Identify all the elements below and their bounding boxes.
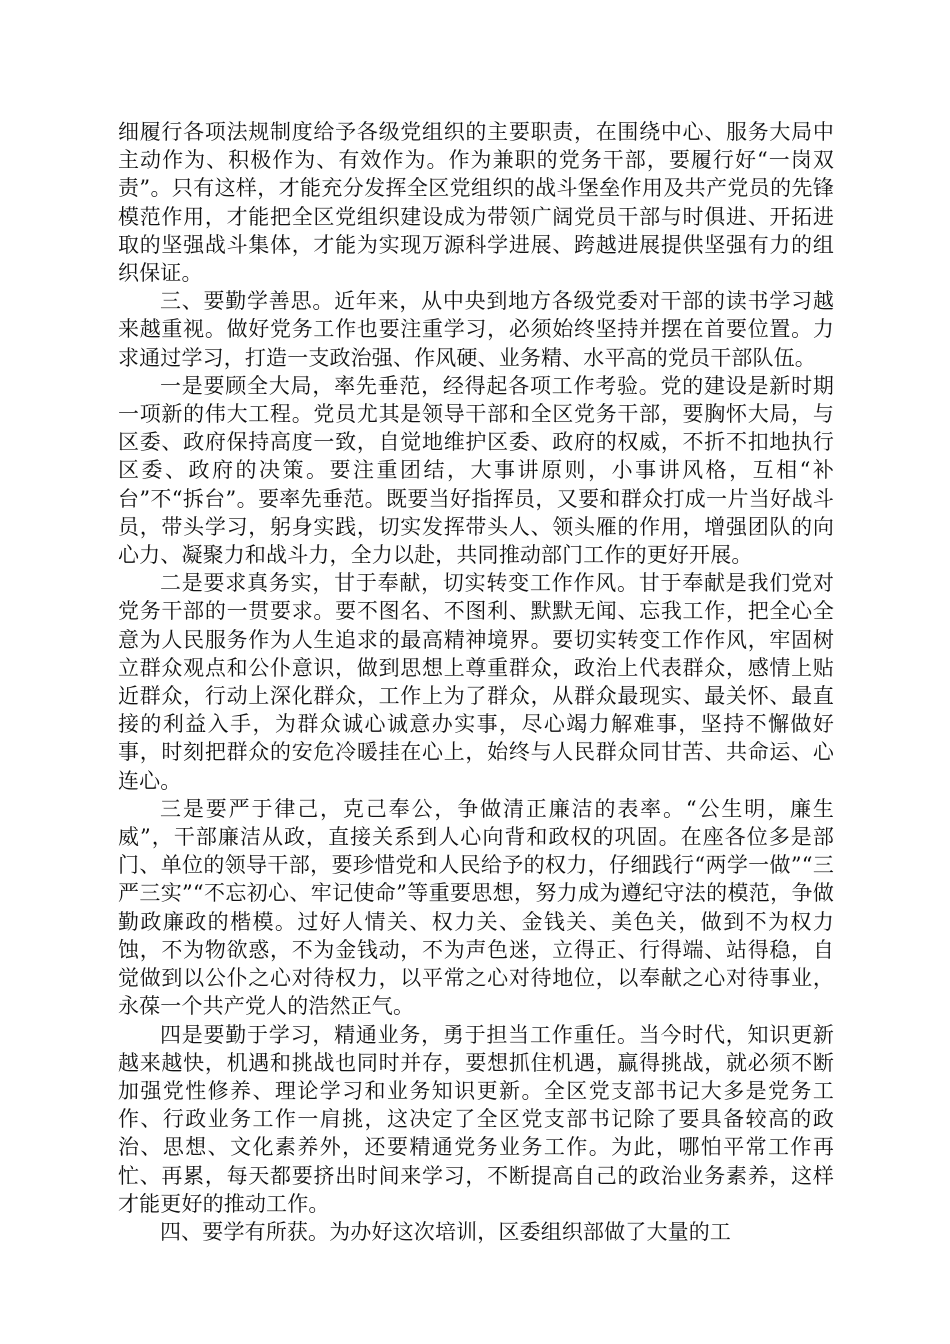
paragraph-2: 三、要勤学善思。近年来，从中央到地方各级党委对干部的读书学习越来越重视。做好党务工作也要注重学习，必须始终坚持并摆在首要位置。力求通过学习，打造一支政治强、作风硬、业务精、水平高的党员干部队伍。 — [118, 289, 834, 370]
paragraph-3: 一是要顾全大局，率先垂范，经得起各项工作考验。党的建设是新时期一项新的伟大工程。党员尤其是领导干部和全区党务干部，要胸怀大局，与区委、政府保持高度一致，自觉地维护区委、政府的权威，不折不扣地执行区委、政府的决策。要注重团结，大事讲原则，小事讲风格，互相“补台”不“拆台”。要率先垂范。既要当好指挥员，又要和群众打成一片当好战斗员，带头学习，躬身实践，切实发挥带头人、领头雁的作用，增强团队的向心力、凝聚力和战斗力，全力以赴，共同推动部门工作的更好开展。 — [118, 373, 834, 568]
document-body — [118, 118, 834, 1246]
paragraph-6: 四是要勤于学习，精通业务，勇于担当工作重任。当今时代，知识更新越来越快，机遇和挑战也同时并存，要想抓住机遇，赢得挑战，就必须不断加强党性修养、理论学习和业务知识更新。全区党支部书记大多是党务工作、行政业务工作一肩挑，这决定了全区党支部书记除了要具备较高的政治、思想、文化素养外，还要精通党务业务工作。为此，哪怕平常工作再忙、再累，每天都要挤出时间来学习，不断提高自己的政治业务素养，这样才能更好的推动工作。 — [118, 1022, 834, 1216]
paragraph-5: 三是要严于律己，克己奉公，争做清正廉洁的表率。“公生明，廉生威”，干部廉洁从政，直接关系到人心向背和政权的巩固。在座各位多是部门、单位的领导干部，要珍惜党和人民给予的权力，仔细践行“两学一做”“三严三实”“不忘初心、牢记使命”等重要思想，努力成为遵纪守法的模范，争做勤政廉政的楷模。过好人情关、权力关、金钱关、美色关，做到不为权力蚀，不为物欲惑，不为金钱动，不为声色迷，立得正、行得端、站得稳，自觉做到以公仆之心对待权力，以平常之心对待地位，以奉献之心对待事业，永葆一个共产党人的浩然正气。 — [118, 796, 834, 1019]
paragraph-1: 细履行各项法规制度给予各级党组织的主要职责，在围绕中心、服务大局中主动作为、积极作为、有效作为。作为兼职的党务干部，要履行好“一岗双责”。只有这样，才能充分发挥全区党组织的战斗堡垒作用及共产党员的先锋模范作用，才能把全区党组织建设成为带领广阔党员干部与时俱进、开拓进取的坚强战斗集体，才能为实现万源科学进展、跨越进展提供坚强有力的组织保证。 — [118, 120, 834, 286]
paragraph-4: 二是要求真务实，甘于奉献，切实转变工作作风。甘于奉献是我们党对党务干部的一贯要求。要不图名、不图利、默默无闻、忘我工作，把全心全意为人民服务作为人生追求的最高精神境界。要切实转变工作作风，牢固树立群众观点和公仆意识，做到思想上尊重群众，政治上代表群众，感情上贴近群众，行动上深化群众，工作上为了群众，从群众最现实、最关怀、最直接的利益入手，为群众诚心诚意办实事，尽心竭力解难事，坚持不懈做好事，时刻把群众的安危冷暖挂在心上，始终与人民群众同甘苦、共命运、心连心。 — [118, 571, 834, 793]
paragraph-7: 四、要学有所获。为办好这次培训，区委组织部做了大量的工 — [160, 1219, 732, 1244]
